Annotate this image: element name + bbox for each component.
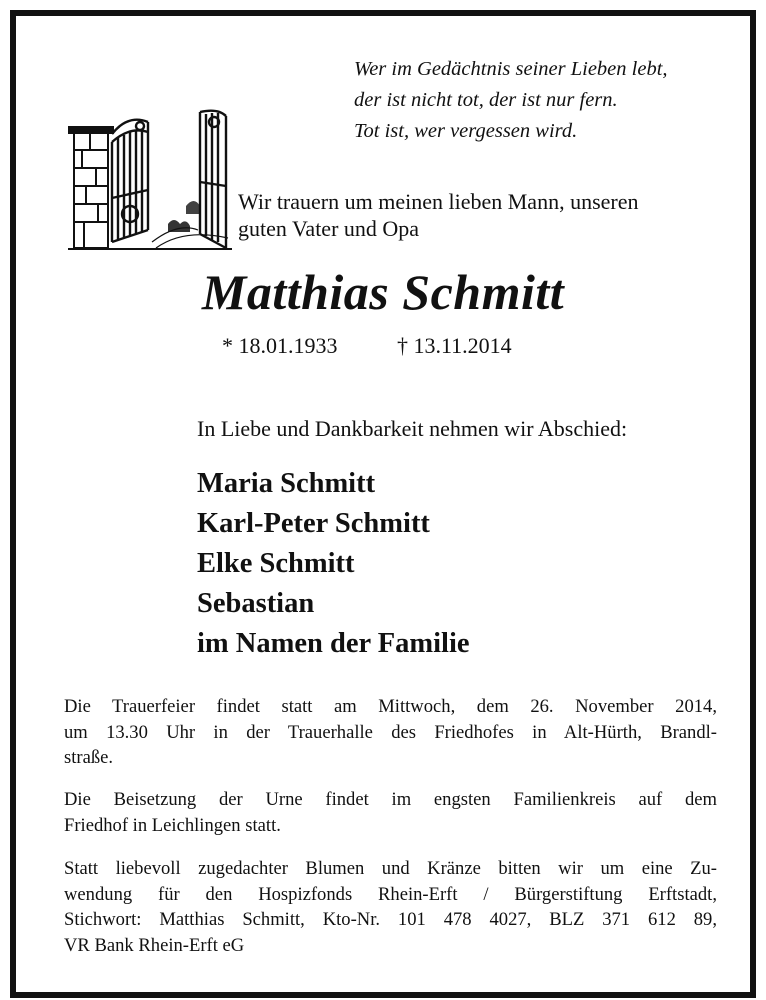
paragraph-line: straße.	[64, 747, 114, 768]
ceremony-paragraph	[64, 694, 717, 771]
quote-line: Wer im Gedächtnis seiner Lieben lebt,	[354, 58, 668, 80]
mourners-list	[197, 464, 470, 664]
mourner-name: Elke Schmitt	[197, 548, 355, 579]
gate-icon	[68, 102, 232, 250]
mourner-name: Karl-Peter Schmitt	[197, 508, 430, 539]
paragraph-line: Die Trauerfeier findet statt am Mittwoch, dem 26. November 2014,	[64, 696, 717, 717]
mourner-name: Maria Schmitt	[197, 468, 376, 499]
life-dates	[222, 332, 512, 360]
intro-line: Wir trauern um meinen lieben Mann, unseren	[238, 189, 639, 214]
quote-line: der ist nicht tot, der ist nur fern.	[354, 89, 618, 111]
paragraph-line: VR Bank Rhein-Erft eG	[64, 934, 245, 956]
quote-line: Tot ist, wer vergessen wird.	[354, 120, 578, 142]
obituary-frame	[10, 10, 756, 998]
mourner-name: im Namen der Familie	[197, 628, 470, 659]
paragraph-line: um 13.30 Uhr in der Trauerhalle des Friedhofes in Alt-Hürth, Brandl-	[64, 721, 717, 743]
intro-text	[238, 188, 738, 242]
paragraph-line: Die Beisetzung der Urne findet im engsten Familienkreis auf dem	[64, 789, 717, 810]
deceased-name: Matthias Schmitt	[201, 264, 565, 320]
memorial-quote	[354, 54, 734, 147]
burial-paragraph	[64, 787, 717, 838]
birth-date: * 18.01.1933	[222, 333, 338, 358]
donation-paragraph	[64, 856, 717, 958]
paragraph-line: Stichwort: Matthias Schmitt, Kto-Nr. 101 478 4027, BLZ 371 612 89,	[64, 909, 717, 930]
paragraph-line: Statt liebevoll zugedachter Blumen und Kränze bitten wir um eine Zu-	[64, 858, 717, 879]
paragraph-line: Friedhof in Leichlingen statt.	[64, 814, 281, 836]
mourner-name: Sebastian	[197, 588, 315, 619]
intro-line: guten Vater und Opa	[238, 216, 420, 241]
paragraph-line: wendung für den Hospizfonds Rhein-Erft / Bürgerstiftung Erftstadt,	[64, 883, 717, 905]
death-date: † 13.11.2014	[397, 333, 512, 358]
farewell-line: In Liebe und Dankbarkeit nehmen wir Abschied:	[197, 416, 628, 441]
